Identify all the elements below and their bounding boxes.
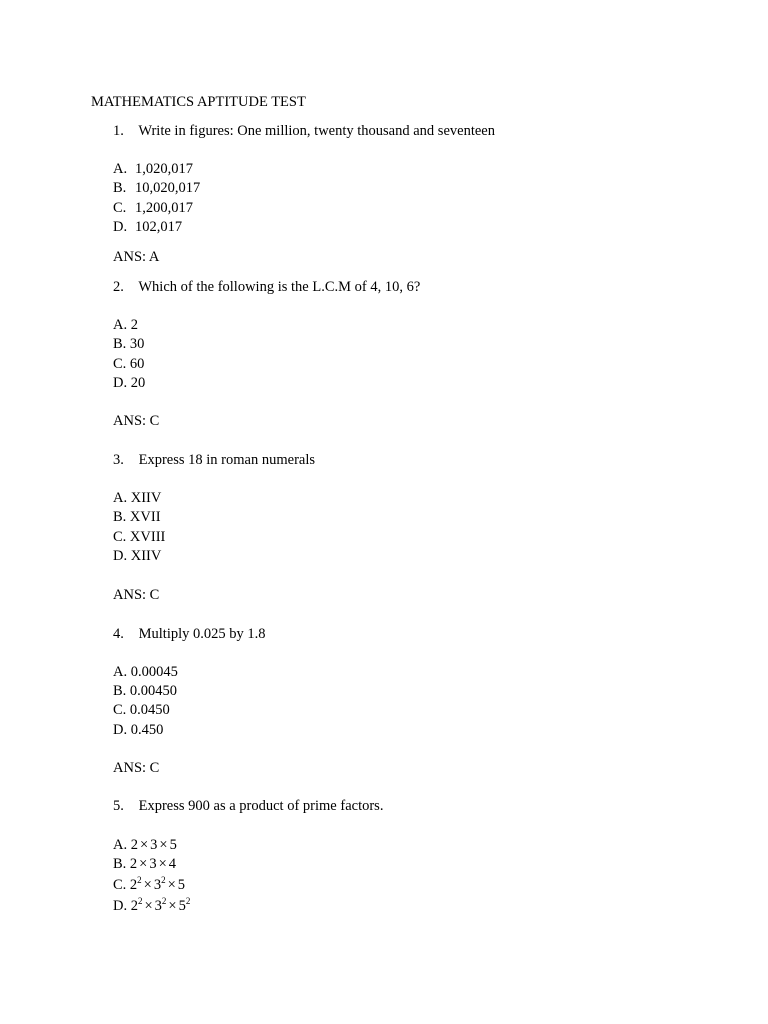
option-label: A. bbox=[113, 837, 131, 853]
question-4 bbox=[113, 627, 266, 642]
option-c: C. 60 bbox=[113, 356, 145, 372]
times-symbol: × bbox=[168, 898, 177, 914]
question-number: 2. bbox=[113, 279, 124, 295]
factor: 3 bbox=[154, 898, 162, 914]
option-b bbox=[113, 181, 200, 196]
option-d: D. XIIV bbox=[113, 548, 162, 564]
option-a: A. 2 bbox=[113, 317, 138, 333]
exponent: 2 bbox=[137, 875, 142, 885]
option-a bbox=[113, 838, 177, 853]
answer-4: ANS: C bbox=[113, 760, 160, 776]
times-symbol: × bbox=[139, 837, 149, 853]
exponent: 2 bbox=[137, 896, 143, 906]
option-b: B. 30 bbox=[113, 336, 145, 352]
exponent: 2 bbox=[185, 896, 191, 906]
times-symbol: × bbox=[143, 877, 152, 893]
factor: 3 bbox=[153, 877, 162, 893]
question-text: Express 900 as a product of prime factors. bbox=[138, 798, 384, 814]
option-c bbox=[113, 875, 186, 893]
option-text: 1,200,017 bbox=[135, 200, 193, 216]
question-text: Express 18 in roman numerals bbox=[138, 452, 316, 468]
option-c: C. 0.0450 bbox=[113, 702, 170, 718]
factor: 5 bbox=[177, 877, 186, 893]
option-a bbox=[113, 162, 193, 177]
option-c bbox=[113, 201, 193, 216]
factor: 2 bbox=[130, 837, 138, 853]
option-a: A. XIIV bbox=[113, 490, 162, 506]
option-label: A. bbox=[113, 161, 128, 177]
question-3 bbox=[113, 453, 315, 468]
times-symbol: × bbox=[167, 877, 176, 893]
factor: 5 bbox=[178, 898, 186, 914]
question-text: Multiply 0.025 by 1.8 bbox=[138, 626, 266, 642]
times-symbol: × bbox=[144, 898, 153, 914]
option-d: D. 20 bbox=[113, 375, 146, 391]
question-5 bbox=[113, 799, 383, 814]
option-c: C. XVIII bbox=[113, 529, 166, 545]
option-d: D. 0.450 bbox=[113, 722, 164, 738]
option-b bbox=[113, 857, 176, 872]
question-text: Write in figures: One million, twenty thousand and seventeen bbox=[138, 123, 495, 139]
factor: 2 bbox=[129, 877, 138, 893]
option-label: B. bbox=[113, 856, 130, 872]
question-number: 5. bbox=[113, 798, 124, 814]
question-2 bbox=[113, 280, 420, 295]
question-number: 1. bbox=[113, 123, 124, 139]
exponent: 2 bbox=[161, 875, 166, 885]
factor: 4 bbox=[168, 856, 177, 872]
option-a: A. 0.00045 bbox=[113, 664, 178, 680]
question-number: 3. bbox=[113, 452, 124, 468]
option-label: B. bbox=[113, 180, 127, 196]
question-text: Which of the following is the L.C.M of 4, 10, 6? bbox=[138, 279, 421, 295]
option-d bbox=[113, 896, 191, 914]
times-symbol: × bbox=[158, 856, 167, 872]
times-symbol: × bbox=[159, 837, 168, 853]
factor: 3 bbox=[149, 856, 157, 872]
option-label: C. bbox=[113, 200, 127, 216]
option-d bbox=[113, 220, 182, 235]
question-number: 4. bbox=[113, 626, 124, 642]
page-title: MATHEMATICS APTITUDE TEST bbox=[91, 94, 306, 110]
times-symbol: × bbox=[139, 856, 148, 872]
question-1 bbox=[113, 124, 495, 139]
option-text: 1,020,017 bbox=[135, 161, 193, 177]
option-label: D. bbox=[113, 219, 128, 235]
option-b: B. 0.00450 bbox=[113, 683, 178, 699]
factor: 2 bbox=[129, 856, 138, 872]
answer-1: ANS: A bbox=[113, 249, 160, 265]
option-text: 102,017 bbox=[135, 219, 183, 235]
answer-2: ANS: C bbox=[113, 413, 160, 429]
option-b: B. XVII bbox=[113, 509, 161, 525]
option-text: 10,020,017 bbox=[135, 180, 201, 196]
factor: 3 bbox=[150, 837, 158, 853]
factor: 2 bbox=[130, 898, 138, 914]
answer-3: ANS: C bbox=[113, 587, 160, 603]
factor: 5 bbox=[169, 837, 177, 853]
exponent: 2 bbox=[161, 896, 167, 906]
option-label: D. bbox=[113, 898, 131, 914]
option-label: C. bbox=[113, 877, 130, 893]
